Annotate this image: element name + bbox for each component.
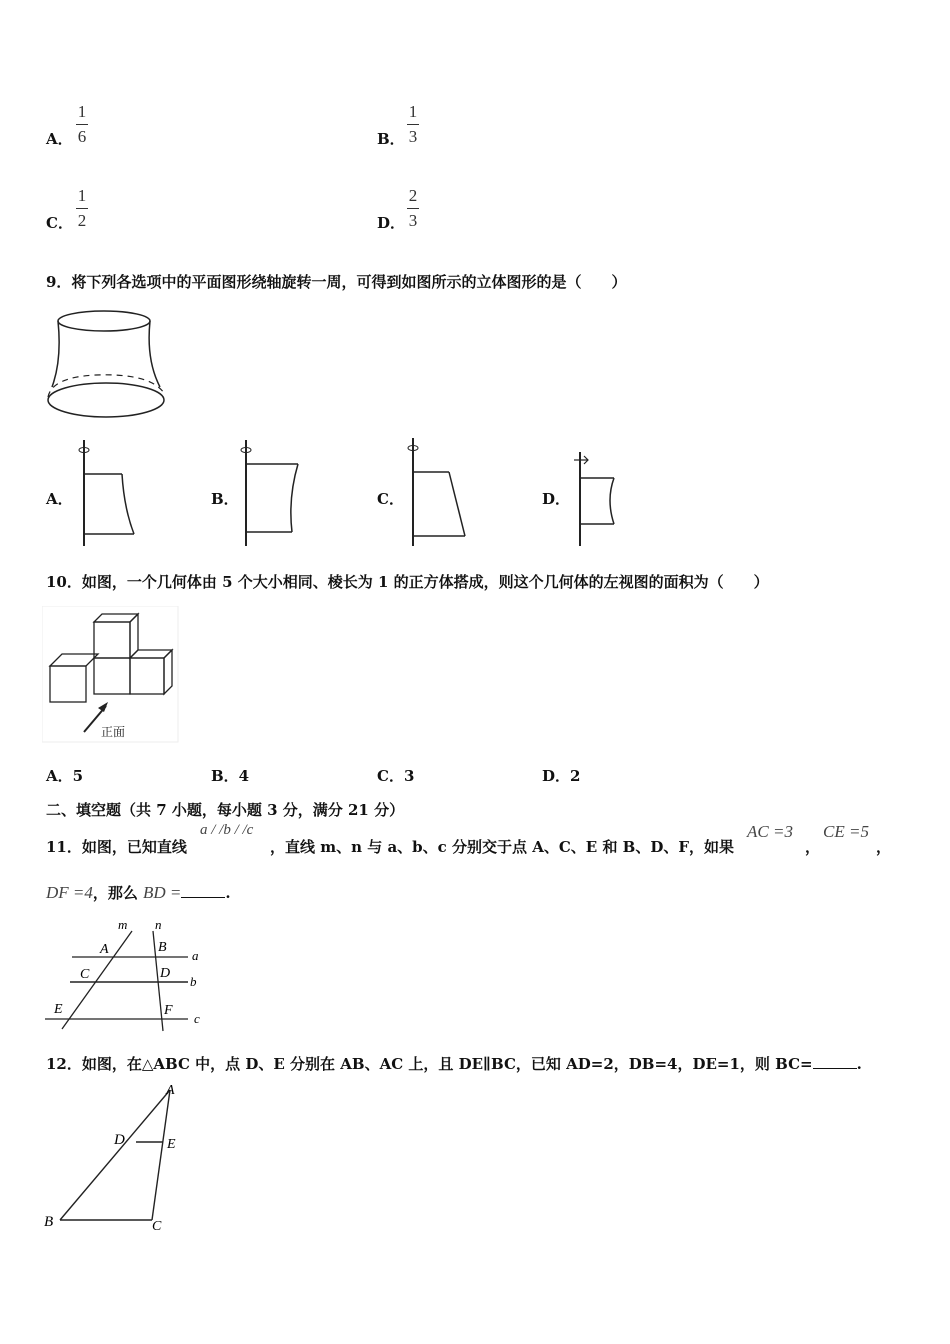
q8-option-a-label: A． <box>46 130 73 148</box>
fraction-numerator: 1 <box>408 102 418 121</box>
label-F: F <box>164 1003 173 1018</box>
q11-end: . <box>225 884 231 902</box>
q9-option-b-label: B． <box>211 490 239 508</box>
q11-comma-2: ， <box>876 838 892 856</box>
label-A: A <box>166 1083 175 1098</box>
fraction-numerator: 1 <box>77 186 87 205</box>
q9-option-c-figure <box>403 436 478 548</box>
q11-middle: ，直线 m、n 与 a、b、c 分别交于点 A、C、E 和 B、D、F，如果 <box>270 838 735 856</box>
q9-option-c-label: C． <box>377 490 404 508</box>
fraction-numerator: 2 <box>408 186 418 205</box>
fraction-numerator: 1 <box>77 102 87 121</box>
q11-df: DF =4 <box>46 883 93 902</box>
q10-option-b: B．4 <box>211 767 250 785</box>
label-n: n <box>155 917 162 932</box>
fraction-denominator: 6 <box>77 127 87 146</box>
q9-option-d-label: D． <box>542 490 571 508</box>
label-m: m <box>118 917 128 932</box>
q11-ce: CE =5 <box>823 822 869 841</box>
q11-parallel-expr: a / /b / /c <box>200 822 254 838</box>
q12-triangle-figure <box>40 1080 200 1238</box>
q12-stem: 12．如图，在△ABC 中，点 D、E 分别在 AB、AC 上，且 DE∥BC，已知 AD=2，DB=4，DE=1，则 BC= <box>46 1055 813 1073</box>
q10-figure-label: 正面 <box>101 725 126 739</box>
q11-line-2 <box>46 882 231 903</box>
q11-ask: ，那么 <box>92 884 138 902</box>
label-E: E <box>167 1137 176 1152</box>
q9-stem: 9．将下列各选项中的平面图形绕轴旋转一周，可得到如图所示的立体图形的是（ ） <box>46 273 627 291</box>
q8-option-b-label: B． <box>377 130 405 148</box>
q10-option-c: C．3 <box>377 767 415 785</box>
q11-prefix: 11．如图，已知直线 <box>46 838 187 856</box>
label-D: D <box>114 1132 125 1148</box>
label-B: B <box>44 1214 54 1230</box>
q9-option-a-label: A． <box>46 490 73 508</box>
label-C: C <box>80 967 90 982</box>
label-D: D <box>160 966 171 981</box>
q11-comma-1: ， <box>805 838 821 856</box>
q9-solid-figure <box>40 305 175 425</box>
fraction-denominator: 3 <box>408 127 418 146</box>
q8-option-c-label: C． <box>46 214 73 232</box>
q10-stem: 10．如图，一个几何体由 5 个大小相同、棱长为 1 的正方体搭成，则这个几何体的左视图的面积为（ ） <box>46 573 769 591</box>
q9-option-a-figure <box>74 438 144 548</box>
section-2-title: 二、填空题（共 7 小题，每小题 3 分，满分 21 分） <box>46 801 405 819</box>
q11-answer-blank[interactable] <box>181 883 225 898</box>
label-a: a <box>192 948 199 963</box>
q12-answer-blank[interactable] <box>813 1054 857 1069</box>
q12-end: . <box>856 1055 862 1073</box>
fraction-denominator: 2 <box>77 211 87 230</box>
q11-ac: AC =3 <box>747 822 793 841</box>
label-A: A <box>100 942 109 957</box>
label-C: C <box>152 1219 162 1234</box>
q8-option-b-fraction <box>407 102 419 147</box>
q9-option-b-figure <box>236 438 306 548</box>
q9-option-d-figure <box>570 448 630 548</box>
q11-bd: BD = <box>143 883 182 902</box>
q12-stem-line <box>46 1053 862 1074</box>
label-E: E <box>54 1002 63 1017</box>
q8-option-c-fraction <box>76 186 88 231</box>
q8-option-a-fraction <box>76 102 88 147</box>
label-B: B <box>158 940 167 955</box>
fraction-denominator: 3 <box>408 211 418 230</box>
q8-option-d-fraction <box>407 186 419 231</box>
q11-parallel-lines-figure <box>40 915 215 1035</box>
label-b: b <box>190 974 197 989</box>
q10-option-d: D．2 <box>542 767 581 785</box>
q10-option-a: A．5 <box>46 767 84 785</box>
q8-option-d-label: D． <box>377 214 406 232</box>
label-c: c <box>194 1011 200 1026</box>
